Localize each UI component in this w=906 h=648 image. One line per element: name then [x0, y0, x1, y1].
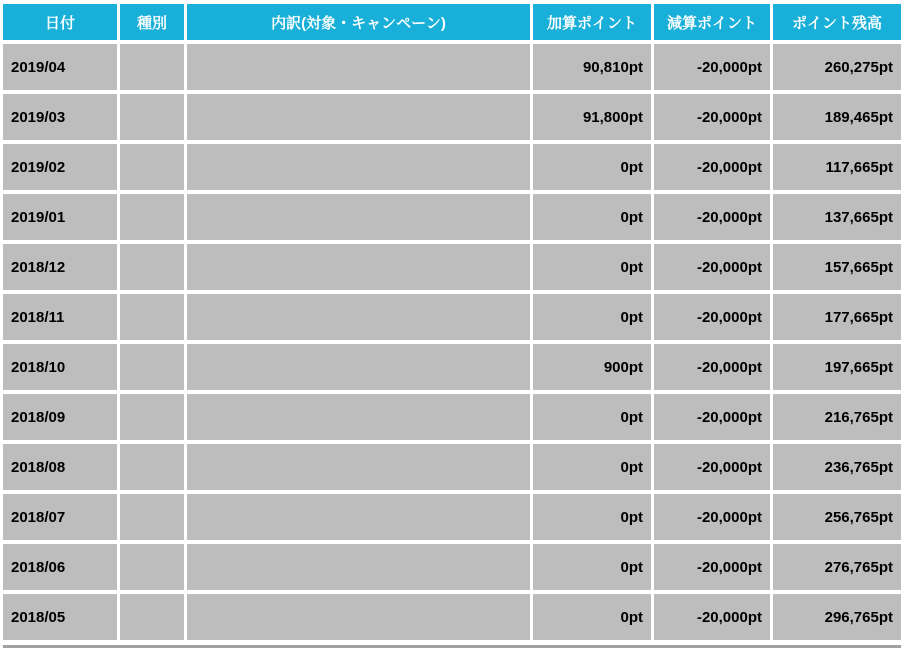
- cell-type: [120, 144, 184, 190]
- cell-detail: [187, 144, 530, 190]
- cell-date: 2019/03: [3, 94, 117, 140]
- cell-added: 0pt: [533, 144, 651, 190]
- table-row: [3, 294, 901, 340]
- cell-subtracted: -20,000pt: [654, 44, 770, 90]
- cell-detail: [187, 444, 530, 490]
- cell-balance: 260,275pt: [773, 44, 901, 90]
- table-row: [3, 194, 901, 240]
- cell-subtracted: -20,000pt: [654, 194, 770, 240]
- cell-balance: 276,765pt: [773, 544, 901, 590]
- cell-subtracted: -20,000pt: [654, 94, 770, 140]
- cell-detail: [187, 44, 530, 90]
- cell-detail: [187, 594, 530, 640]
- column-header-balance: ポイント残高: [773, 4, 901, 40]
- cell-balance: 216,765pt: [773, 394, 901, 440]
- cell-added: 0pt: [533, 194, 651, 240]
- cell-balance: 197,665pt: [773, 344, 901, 390]
- cell-balance: 256,765pt: [773, 494, 901, 540]
- cell-subtracted: -20,000pt: [654, 144, 770, 190]
- cell-balance: 177,665pt: [773, 294, 901, 340]
- cell-added: 900pt: [533, 344, 651, 390]
- table-header: [3, 4, 901, 40]
- cell-detail: [187, 94, 530, 140]
- column-header-type: 種別: [120, 4, 184, 40]
- cell-type: [120, 394, 184, 440]
- cell-detail: [187, 344, 530, 390]
- cell-balance: 117,665pt: [773, 144, 901, 190]
- cell-date: 2018/09: [3, 394, 117, 440]
- column-header-detail: 内訳(対象・キャンペーン): [187, 4, 530, 40]
- table-row: [3, 244, 901, 290]
- cell-detail: [187, 294, 530, 340]
- cell-type: [120, 494, 184, 540]
- cell-added: 91,800pt: [533, 94, 651, 140]
- cell-type: [120, 244, 184, 290]
- table-row: [3, 144, 901, 190]
- cell-type: [120, 444, 184, 490]
- cell-type: [120, 594, 184, 640]
- cell-added: 0pt: [533, 394, 651, 440]
- column-header-date: 日付: [3, 4, 117, 40]
- table-body: [3, 44, 901, 640]
- cell-subtracted: -20,000pt: [654, 294, 770, 340]
- table-row: [3, 394, 901, 440]
- column-header-added: 加算ポイント: [533, 4, 651, 40]
- cell-date: 2018/06: [3, 544, 117, 590]
- cell-balance: 157,665pt: [773, 244, 901, 290]
- cell-added: 0pt: [533, 294, 651, 340]
- cell-balance: 236,765pt: [773, 444, 901, 490]
- table-row: [3, 594, 901, 640]
- cell-subtracted: -20,000pt: [654, 444, 770, 490]
- cell-date: 2019/01: [3, 194, 117, 240]
- cell-type: [120, 544, 184, 590]
- table-row: [3, 444, 901, 490]
- cell-date: 2018/10: [3, 344, 117, 390]
- cell-added: 0pt: [533, 594, 651, 640]
- table-row: [3, 344, 901, 390]
- cell-added: 90,810pt: [533, 44, 651, 90]
- cell-balance: 296,765pt: [773, 594, 901, 640]
- table-row: [3, 544, 901, 590]
- cell-date: 2018/11: [3, 294, 117, 340]
- cell-date: 2019/04: [3, 44, 117, 90]
- cell-balance: 137,665pt: [773, 194, 901, 240]
- cell-detail: [187, 244, 530, 290]
- cell-subtracted: -20,000pt: [654, 494, 770, 540]
- cell-subtracted: -20,000pt: [654, 344, 770, 390]
- cell-detail: [187, 394, 530, 440]
- cell-added: 0pt: [533, 544, 651, 590]
- cell-type: [120, 194, 184, 240]
- cell-subtracted: -20,000pt: [654, 594, 770, 640]
- cell-date: 2018/05: [3, 594, 117, 640]
- cell-date: 2018/12: [3, 244, 117, 290]
- cell-type: [120, 94, 184, 140]
- cell-date: 2018/08: [3, 444, 117, 490]
- cell-date: 2018/07: [3, 494, 117, 540]
- cell-added: 0pt: [533, 244, 651, 290]
- cell-balance: 189,465pt: [773, 94, 901, 140]
- cell-subtracted: -20,000pt: [654, 394, 770, 440]
- table-row: [3, 44, 901, 90]
- cell-type: [120, 344, 184, 390]
- table-row: [3, 494, 901, 540]
- cell-detail: [187, 494, 530, 540]
- table-row: [3, 94, 901, 140]
- cell-detail: [187, 544, 530, 590]
- cell-subtracted: -20,000pt: [654, 544, 770, 590]
- cell-type: [120, 294, 184, 340]
- cell-added: 0pt: [533, 444, 651, 490]
- cell-type: [120, 44, 184, 90]
- header-row: [3, 4, 901, 40]
- cell-date: 2019/02: [3, 144, 117, 190]
- cell-subtracted: -20,000pt: [654, 244, 770, 290]
- column-header-subtracted: 減算ポイント: [654, 4, 770, 40]
- cell-detail: [187, 194, 530, 240]
- cell-added: 0pt: [533, 494, 651, 540]
